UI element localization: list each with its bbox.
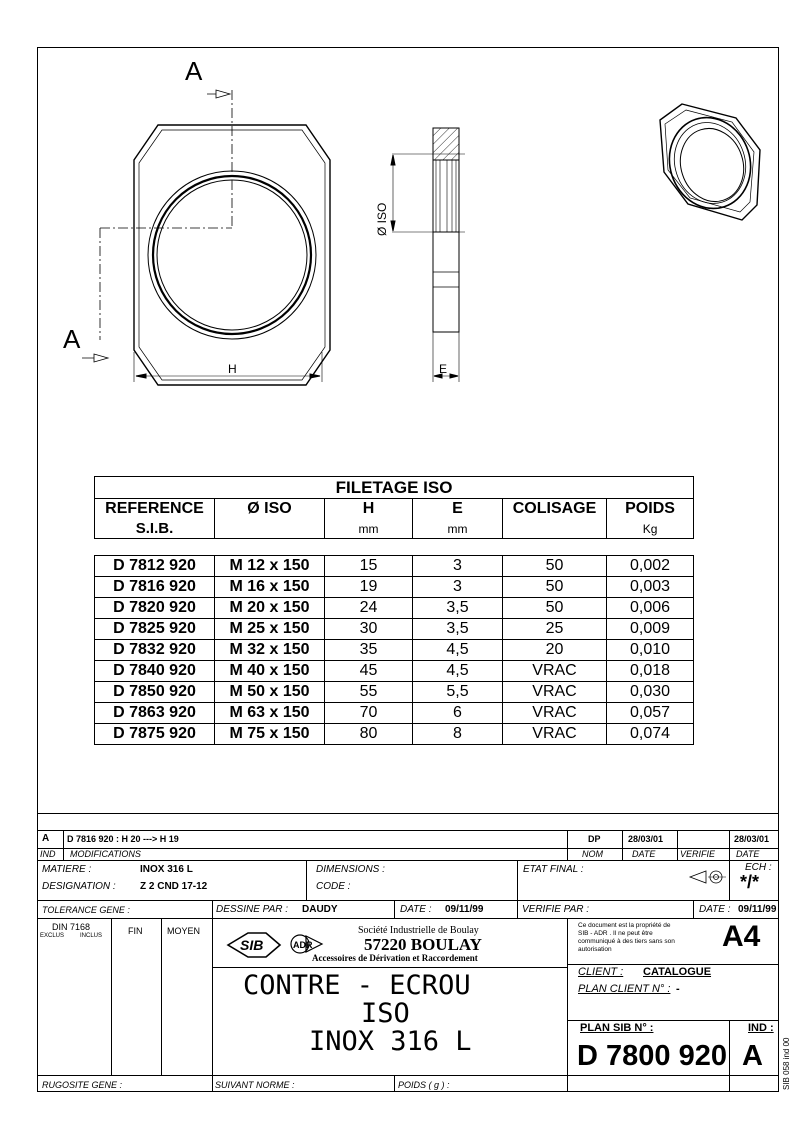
cell-e: 6 [413, 703, 503, 724]
exclus-label: EXCLUS [40, 933, 65, 939]
plan-client-label: PLAN CLIENT N° : [578, 983, 671, 995]
date-label: DATE : [400, 904, 432, 915]
table-row [95, 577, 694, 598]
cell-ref: D 7832 920 [95, 640, 215, 661]
col-subheader-colisage [503, 519, 607, 539]
cell-colisage: VRAC [503, 682, 607, 703]
cell-colisage: VRAC [503, 724, 607, 745]
cell-ref: D 7875 920 [95, 724, 215, 745]
cell-e: 3,5 [413, 619, 503, 640]
fin-label: FIN [128, 926, 143, 936]
section-label-top: A [185, 56, 203, 86]
rev-date-label: DATE [632, 849, 656, 859]
drawing-title-line3: INOX 316 L [309, 1026, 472, 1057]
cell-h: 80 [325, 724, 413, 745]
matiere-value: INOX 316 L [140, 864, 193, 875]
cell-e: 5,5 [413, 682, 503, 703]
client-value: CATALOGUE [643, 966, 712, 978]
table-row [95, 682, 694, 703]
cell-poids: 0,074 [607, 724, 694, 745]
cell-e: 3 [413, 556, 503, 577]
table-header-row [95, 499, 694, 520]
company-desc: Accessoires de Dérivation et Raccordement [312, 953, 478, 963]
cell-poids: 0,018 [607, 661, 694, 682]
date-label-2: DATE : [699, 904, 731, 915]
cell-colisage: 50 [503, 598, 607, 619]
rev-ind-label: IND [40, 849, 56, 859]
dim-e-label: E [439, 362, 448, 376]
rev-modifications-label: MODIFICATIONS [70, 849, 141, 859]
ech-value: */* [740, 872, 760, 892]
cell-poids: 0,006 [607, 598, 694, 619]
ownership-notice: Ce document est la propriété de SIB - ADR . Il ne peut être communiqué à des tiers sans son autorisation [578, 922, 675, 953]
cell-h: 55 [325, 682, 413, 703]
cell-ref: D 7850 920 [95, 682, 215, 703]
col-subheader-poids-unit: Kg [607, 519, 694, 539]
din-label: DIN 7168 [52, 922, 91, 932]
col-subheader-h-unit: mm [325, 519, 413, 539]
table-row [95, 703, 694, 724]
cell-h: 15 [325, 556, 413, 577]
rev-date2: 28/03/01 [734, 834, 770, 844]
cell-poids: 0,009 [607, 619, 694, 640]
cell-poids: 0,010 [607, 640, 694, 661]
client-label: CLIENT : [578, 966, 624, 978]
date-value-2: 09/11/99 [738, 904, 777, 915]
dessine-par-value: DAUDY [302, 904, 338, 915]
cell-ref: D 7863 920 [95, 703, 215, 724]
table-row [95, 640, 694, 661]
date-value: 09/11/99 [445, 904, 484, 915]
ind-value: A [742, 1040, 763, 1072]
inclus-label: INCLUS [80, 933, 103, 939]
cell-e: 3,5 [413, 598, 503, 619]
cell-poids: 0,003 [607, 577, 694, 598]
rev-ind: A [42, 833, 50, 844]
rev-nom: DP [588, 834, 601, 844]
projection-symbol-icon [688, 866, 728, 888]
cell-ref: D 7816 920 [95, 577, 215, 598]
drawing-title-line2: ISO [361, 998, 410, 1029]
dim-iso-label: Ø ISO [375, 202, 389, 236]
cell-ref: D 7812 920 [95, 556, 215, 577]
dimensions-label: DIMENSIONS : [316, 864, 385, 875]
company-name: Société Industrielle de Boulay [358, 925, 479, 936]
cell-e: 8 [413, 724, 503, 745]
cell-ref: D 7840 920 [95, 661, 215, 682]
adr-logo [291, 935, 322, 953]
svg-text:ADR: ADR [293, 940, 313, 950]
rev-date2-label: DATE [736, 849, 760, 859]
cell-e: 4,5 [413, 661, 503, 682]
code-label: CODE : [316, 881, 351, 892]
cell-iso: M 25 x 150 [215, 619, 325, 640]
col-header-colisage: COLISAGE [503, 499, 607, 520]
table-row [95, 556, 694, 577]
rev-verifie-label: VERIFIE [680, 849, 716, 859]
col-subheader-e-unit: mm [413, 519, 503, 539]
table-row [95, 661, 694, 682]
col-header-poids: POIDS [607, 499, 694, 520]
cell-ref: D 7820 920 [95, 598, 215, 619]
dessine-par-label: DESSINE PAR : [216, 904, 289, 915]
col-subheader-iso [215, 519, 325, 539]
rev-date: 28/03/01 [628, 834, 664, 844]
cell-colisage: 25 [503, 619, 607, 640]
technical-drawing [0, 0, 800, 460]
table-title: FILETAGE ISO [95, 477, 694, 499]
cell-iso: M 16 x 150 [215, 577, 325, 598]
col-header-h: H [325, 499, 413, 520]
cell-colisage: VRAC [503, 661, 607, 682]
table-subheader-row [95, 519, 694, 539]
col-subheader-sib: S.I.B. [95, 519, 215, 539]
rugosite-label: RUGOSITE GENE : [42, 1080, 123, 1090]
plan-number: D 7800 920 [577, 1040, 727, 1072]
cell-e: 4,5 [413, 640, 503, 661]
col-header-iso: Ø ISO [215, 499, 325, 520]
designation-value: Z 2 CND 17-12 [140, 881, 208, 892]
cell-h: 45 [325, 661, 413, 682]
matiere-label: MATIERE : [42, 864, 92, 875]
cell-poids: 0,030 [607, 682, 694, 703]
tolerance-label: TOLERANCE GENE : [42, 905, 130, 915]
cell-colisage: 50 [503, 577, 607, 598]
cell-iso: M 20 x 150 [215, 598, 325, 619]
cell-h: 19 [325, 577, 413, 598]
plan-client-value: - [676, 983, 680, 995]
cell-h: 35 [325, 640, 413, 661]
dim-h-label: H [228, 362, 237, 376]
plan-sib-label: PLAN SIB N° : [580, 1022, 654, 1034]
verifie-par-label: VERIFIE PAR : [522, 904, 590, 915]
ech-label: ECH : [745, 862, 772, 873]
svg-text:SIB: SIB [240, 937, 264, 953]
format-a4: A4 [722, 920, 761, 953]
designation-label: DESIGNATION : [42, 881, 116, 892]
cell-iso: M 12 x 150 [215, 556, 325, 577]
poids-label: POIDS ( g ) : [398, 1080, 450, 1090]
cell-iso: M 75 x 150 [215, 724, 325, 745]
hex-nut-front-view [82, 90, 330, 385]
sib-logo [228, 933, 280, 957]
suivant-norme-label: SUIVANT NORME : [215, 1080, 295, 1090]
cell-ref: D 7825 920 [95, 619, 215, 640]
etat-final-label: ETAT FINAL : [523, 864, 584, 875]
cell-h: 70 [325, 703, 413, 724]
cell-iso: M 40 x 150 [215, 661, 325, 682]
table-row [95, 724, 694, 745]
rev-modification: D 7816 920 : H 20 ---> H 19 [67, 834, 179, 844]
section-label-left: A [63, 324, 81, 354]
cell-e: 3 [413, 577, 503, 598]
moyen-label: MOYEN [167, 926, 201, 936]
cell-h: 30 [325, 619, 413, 640]
table-row [95, 619, 694, 640]
cell-poids: 0,002 [607, 556, 694, 577]
cell-iso: M 50 x 150 [215, 682, 325, 703]
cell-colisage: 50 [503, 556, 607, 577]
side-note: SIB 058 ind 00 [782, 1037, 791, 1090]
nut-isometric-view [658, 104, 763, 220]
filetage-table [94, 476, 694, 745]
cell-iso: M 32 x 150 [215, 640, 325, 661]
col-header-reference: REFERENCE [95, 499, 215, 520]
cell-h: 24 [325, 598, 413, 619]
rev-nom-label: NOM [582, 849, 603, 859]
cell-colisage: 20 [503, 640, 607, 661]
company-city: 57220 BOULAY [364, 935, 482, 954]
table-row [95, 598, 694, 619]
cell-colisage: VRAC [503, 703, 607, 724]
cell-poids: 0,057 [607, 703, 694, 724]
col-header-e: E [413, 499, 503, 520]
drawing-title-line1: CONTRE - ECROU [243, 970, 471, 1001]
ind-label: IND : [748, 1022, 774, 1034]
cell-iso: M 63 x 150 [215, 703, 325, 724]
nut-section-view [391, 128, 465, 382]
